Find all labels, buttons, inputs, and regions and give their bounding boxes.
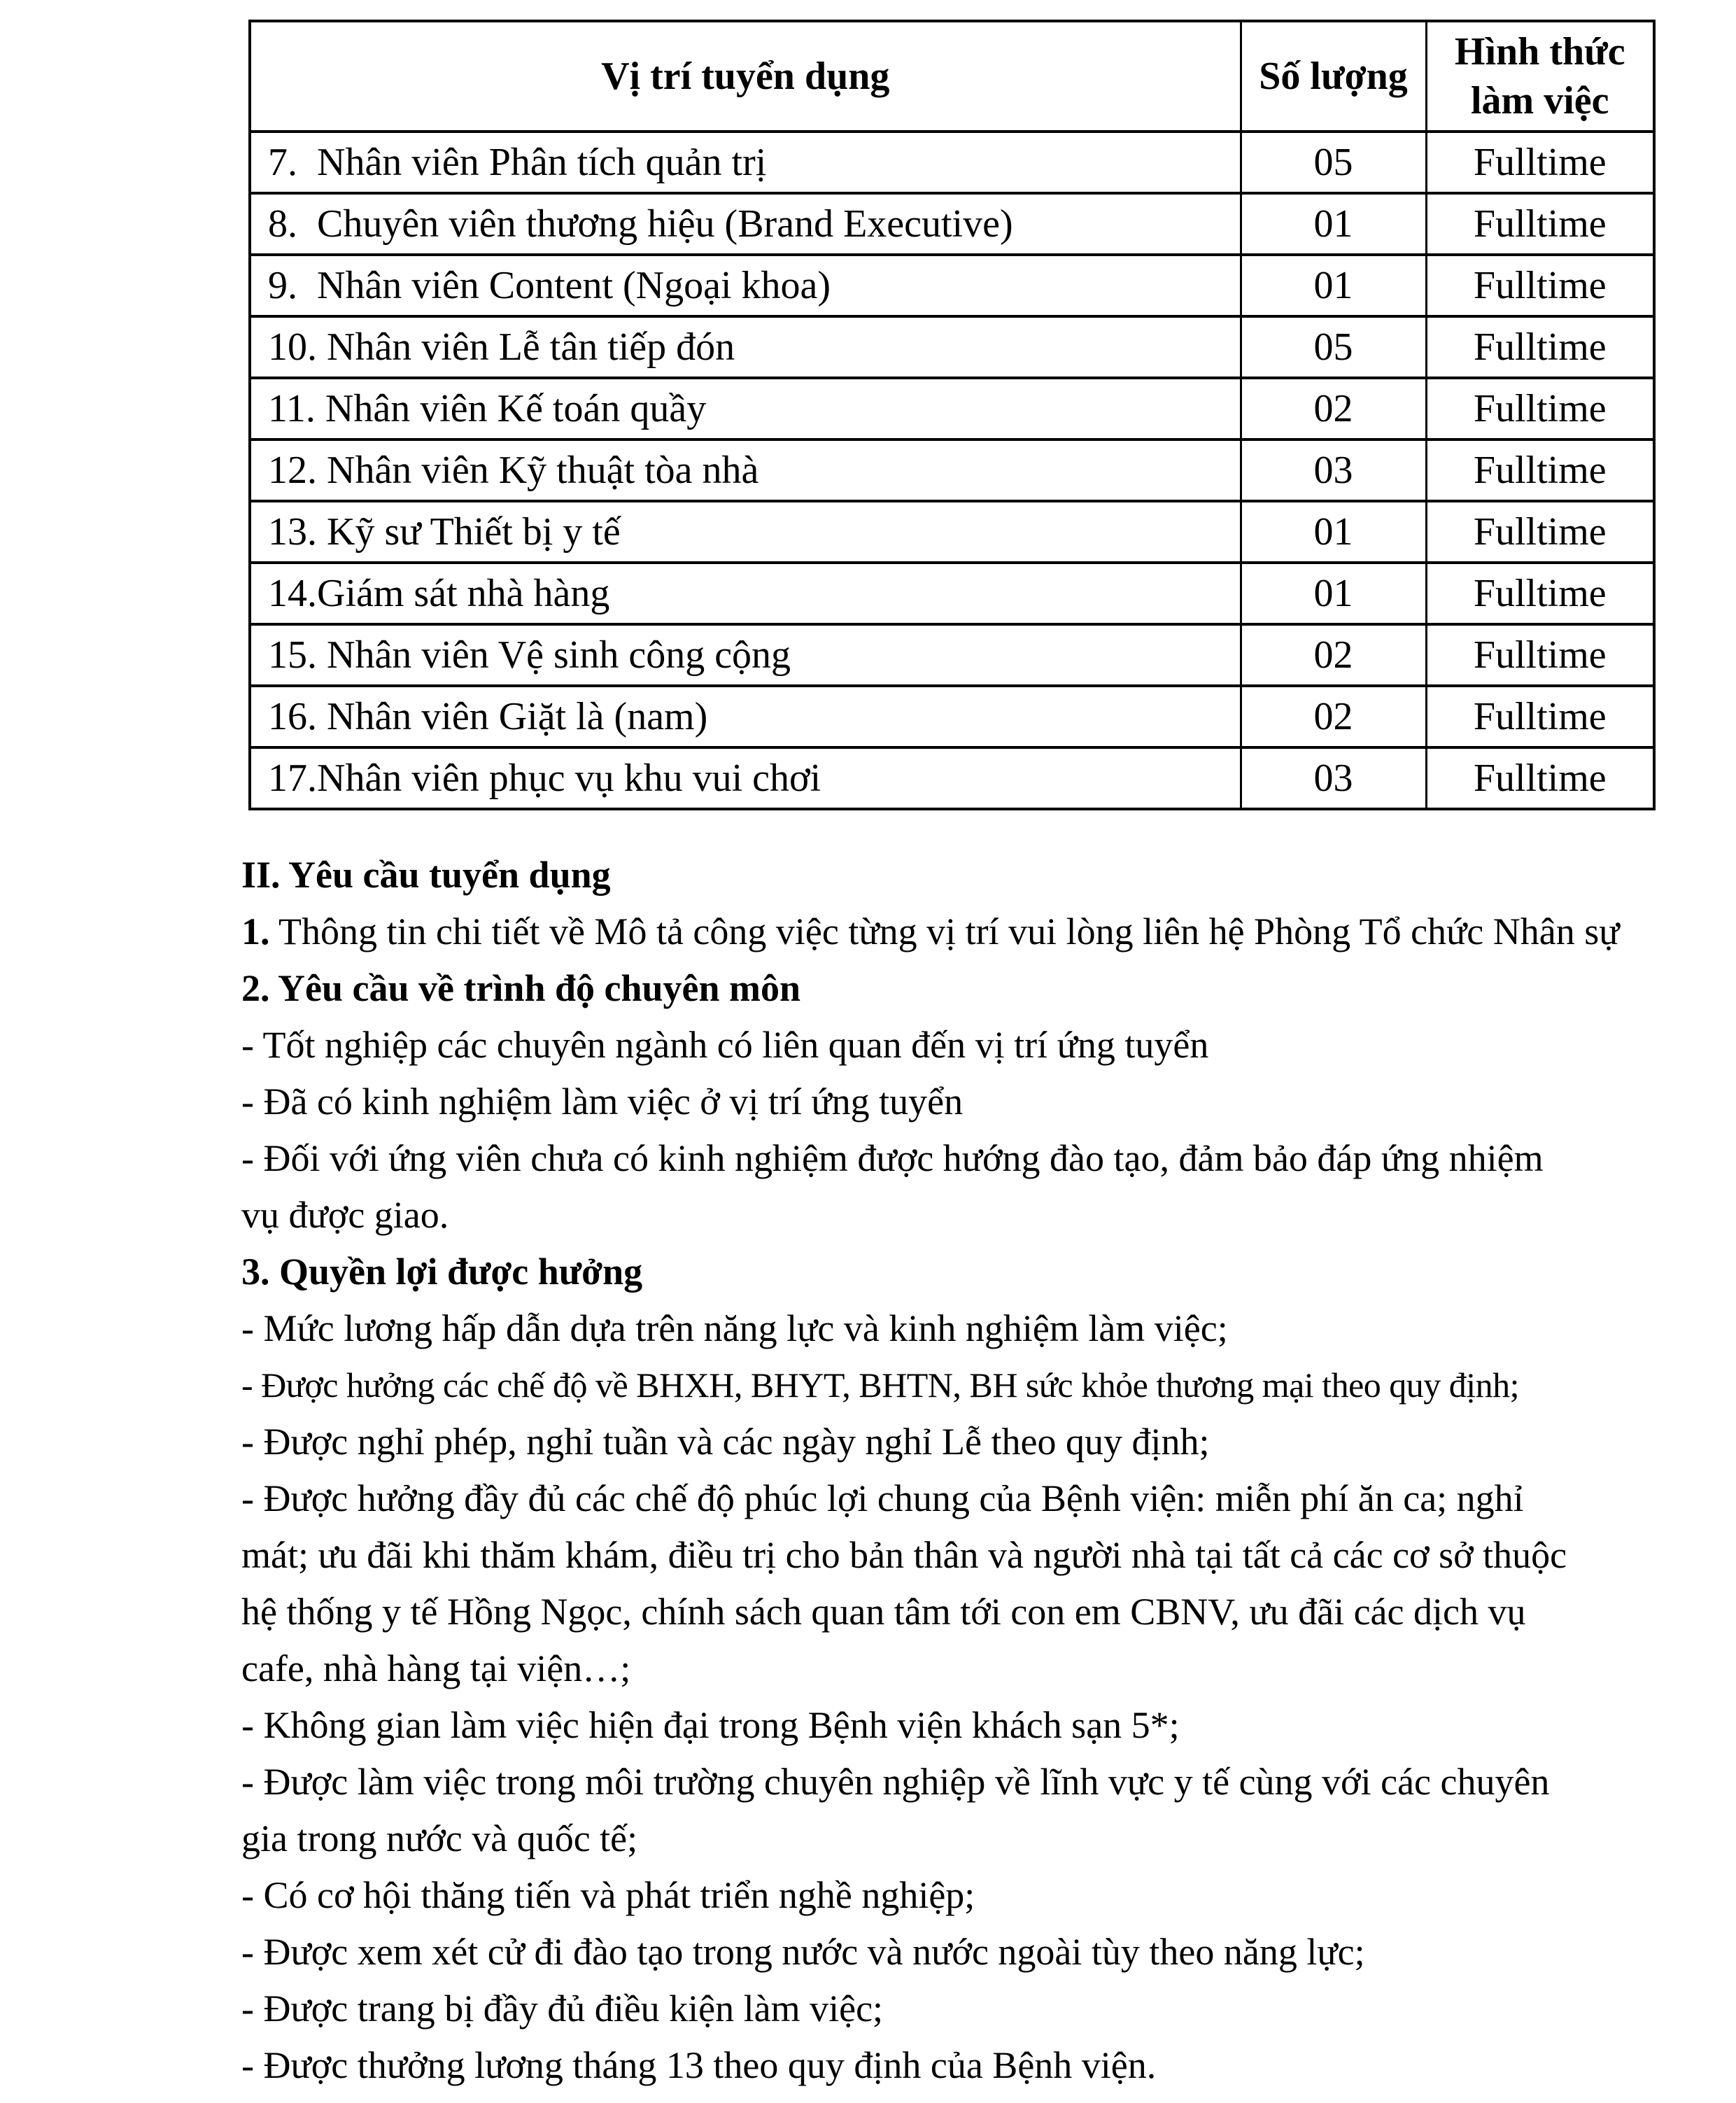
body-line: hệ thống y tế Hồng Ngọc, chính sách quan tâm tới con em CBNV, ưu đãi các dịch vụ (241, 1591, 1526, 1633)
col-header-worktype: Hình thức làm việc (1426, 21, 1654, 132)
table-header-row (250, 21, 1654, 132)
quantity-cell: 01 (1241, 255, 1426, 316)
table-row (250, 439, 1654, 501)
body-line: - Được làm việc trong môi trường chuyên nghiệp về lĩnh vực y tế cùng với các chuyên (241, 1761, 1550, 1803)
body-line: - Được xem xét cử đi đào tạo trong nước và nước ngoài tùy theo năng lực; (241, 1931, 1365, 1973)
body-line: - Tốt nghiệp các chuyên ngành có liên quan đến vị trí ứng tuyển (241, 1024, 1209, 1066)
worktype-cell: Fulltime (1426, 378, 1654, 439)
section-heading-ii: II. Yêu cầu tuyển dụng (241, 854, 611, 896)
body-line: - Được hưởng các chế độ về BHXH, BHYT, BHTN, BH sức khỏe thương mại theo quy định; (241, 1365, 1520, 1405)
table-row (250, 255, 1654, 316)
body-line: - Đối với ứng viên chưa có kinh nghiệm được hướng đào tạo, đảm bảo đáp ứng nhiệm (241, 1137, 1544, 1179)
table-row (250, 624, 1654, 686)
table-row (250, 316, 1654, 378)
body-line: gia trong nước và quốc tế; (241, 1817, 638, 1859)
body-line: - Không gian làm việc hiện đại trong Bệnh viện khách sạn 5*; (241, 1704, 1180, 1746)
requirements-section (241, 847, 1693, 2094)
worktype-cell: Fulltime (1426, 624, 1654, 686)
position-cell: 11. Nhân viên Kế toán quầy (250, 378, 1241, 439)
quantity-cell: 03 (1241, 439, 1426, 501)
position-cell: 17.Nhân viên phục vụ khu vui chơi (250, 747, 1241, 809)
body-line: mát; ưu đãi khi thăm khám, điều trị cho bản thân và người nhà tại tất cả các cơ sở thuộc (241, 1534, 1567, 1576)
body-line: - Được trang bị đầy đủ điều kiện làm việc; (241, 1988, 884, 2030)
worktype-cell: Fulltime (1426, 747, 1654, 809)
body-line: cafe, nhà hàng tại viện…; (241, 1647, 631, 1689)
quantity-cell: 05 (1241, 316, 1426, 378)
table-row (250, 747, 1654, 809)
table-row (250, 193, 1654, 255)
position-cell: 13. Kỹ sư Thiết bị y tế (250, 501, 1241, 563)
table-row (250, 501, 1654, 563)
position-cell: 9. Nhân viên Content (Ngoại khoa) (250, 255, 1241, 316)
quantity-cell: 05 (1241, 132, 1426, 193)
body-line: - Có cơ hội thăng tiến và phát triển nghề nghiệp; (241, 1874, 975, 1916)
subheading-2: 2. Yêu cầu về trình độ chuyên môn (241, 967, 801, 1009)
quantity-cell: 02 (1241, 378, 1426, 439)
worktype-cell: Fulltime (1426, 686, 1654, 747)
quantity-cell: 01 (1241, 563, 1426, 624)
table-row (250, 378, 1654, 439)
body-line-item-1 (241, 903, 1693, 960)
worktype-cell: Fulltime (1426, 501, 1654, 563)
worktype-cell: Fulltime (1426, 316, 1654, 378)
body-line: - Được thưởng lương tháng 13 theo quy định của Bệnh viện. (241, 2044, 1157, 2086)
body-line: - Đã có kinh nghiệm làm việc ở vị trí ứng tuyển (241, 1081, 964, 1123)
worktype-cell: Fulltime (1426, 255, 1654, 316)
recruitment-positions-table (248, 20, 1656, 810)
quantity-cell: 01 (1241, 501, 1426, 563)
col-header-position: Vị trí tuyển dụng (250, 21, 1241, 132)
position-cell: 12. Nhân viên Kỹ thuật tòa nhà (250, 439, 1241, 501)
item-1-number: 1. (241, 910, 270, 952)
table-row (250, 563, 1654, 624)
body-line: - Được hưởng đầy đủ các chế độ phúc lợi chung của Bệnh viện: miễn phí ăn ca; nghỉ (241, 1477, 1524, 1519)
worktype-cell: Fulltime (1426, 563, 1654, 624)
quantity-cell: 01 (1241, 193, 1426, 255)
quantity-cell: 02 (1241, 624, 1426, 686)
position-cell: 10. Nhân viên Lễ tân tiếp đón (250, 316, 1241, 378)
table-row (250, 686, 1654, 747)
position-cell: 8. Chuyên viên thương hiệu (Brand Executive) (250, 193, 1241, 255)
worktype-cell: Fulltime (1426, 132, 1654, 193)
position-cell: 7. Nhân viên Phân tích quản trị (250, 132, 1241, 193)
position-cell: 14.Giám sát nhà hàng (250, 563, 1241, 624)
worktype-cell: Fulltime (1426, 193, 1654, 255)
worktype-cell: Fulltime (1426, 439, 1654, 501)
table-row (250, 132, 1654, 193)
body-line: vụ được giao. (241, 1194, 449, 1236)
body-line: - Mức lương hấp dẫn dựa trên năng lực và kinh nghiệm làm việc; (241, 1307, 1228, 1349)
subheading-3: 3. Quyền lợi được hưởng (241, 1251, 643, 1293)
quantity-cell: 02 (1241, 686, 1426, 747)
body-line: - Được nghỉ phép, nghỉ tuần và các ngày nghỉ Lễ theo quy định; (241, 1421, 1210, 1463)
position-cell: 15. Nhân viên Vệ sinh công cộng (250, 624, 1241, 686)
quantity-cell: 03 (1241, 747, 1426, 809)
item-1-text: Thông tin chi tiết về Mô tả công việc từng vị trí vui lòng liên hệ Phòng Tổ chức Nhân sự (269, 910, 1620, 952)
position-cell: 16. Nhân viên Giặt là (nam) (250, 686, 1241, 747)
col-header-quantity: Số lượng (1241, 21, 1426, 132)
